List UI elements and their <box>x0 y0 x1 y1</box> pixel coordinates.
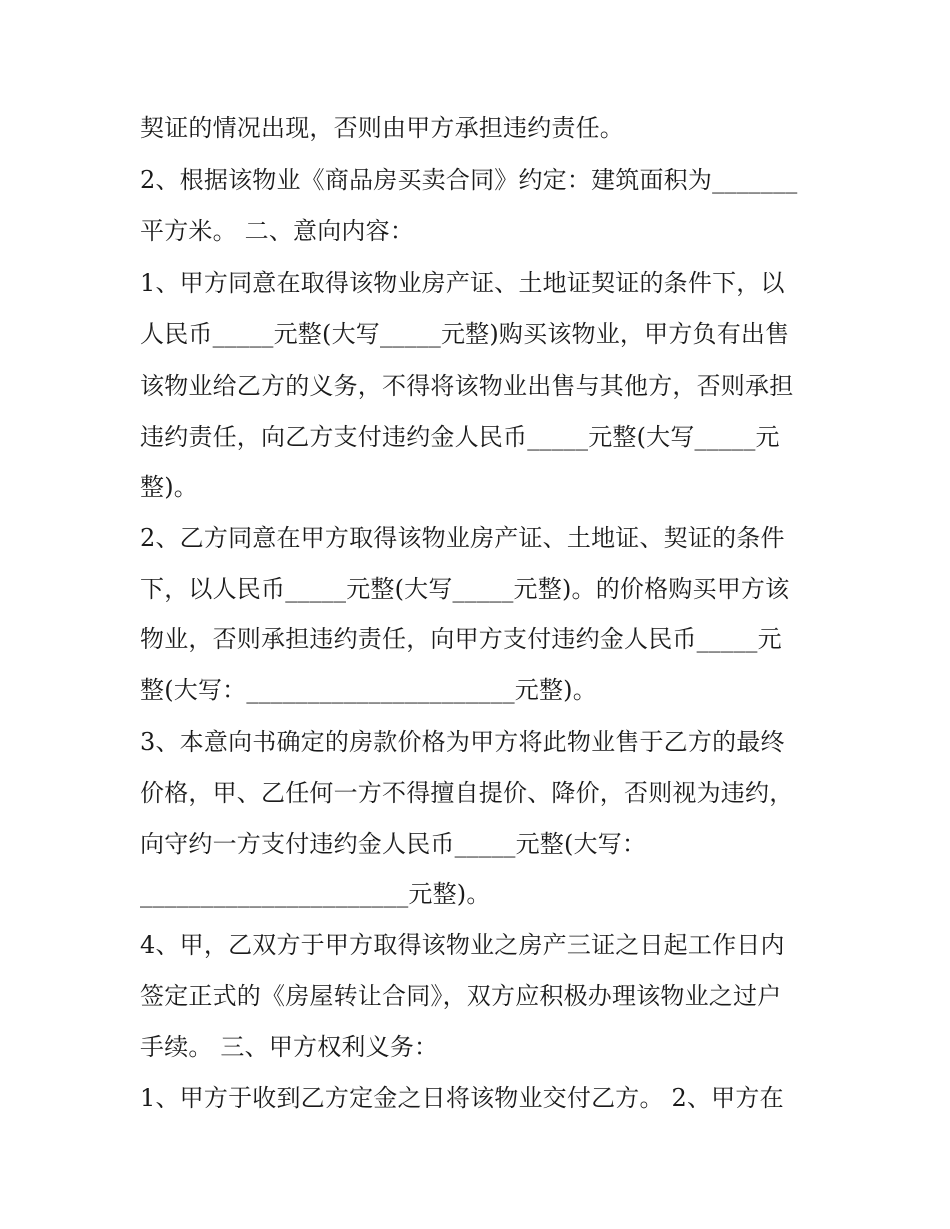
text-line: 平方米。 二、意向内容： <box>140 217 415 245</box>
text-line: 2、乙方同意在甲方取得该物业房产证、土地证、契证的条件 <box>140 524 785 552</box>
text-line: 2、根据该物业《商品房买卖合同》约定：建筑面积为_______ <box>140 166 798 194</box>
text-line: 违约责任，向乙方支付违约金人民币_____元整(大写_____元 <box>140 423 780 451</box>
text-line: 契证的情况出现，否则由甲方承担违约责任。 <box>140 114 624 142</box>
text-line: 整(大写：______________________元整)。 <box>140 676 597 704</box>
text-line: 1、甲方于收到乙方定金之日将该物业交付乙方。 2、甲方在 <box>140 1084 784 1112</box>
text-line: 向守约一方支付违约金人民币_____元整(大写： <box>140 830 647 858</box>
text-line: 该物业给乙方的义务，不得将该物业出售与其他方，否则承担 <box>140 372 794 400</box>
text-line: 手续。 三、甲方权利义务： <box>140 1033 439 1061</box>
text-line: 签定正式的《房屋转让合同》，双方应积极办理该物业之过户 <box>140 982 782 1010</box>
text-line: 4、甲，乙双方于甲方取得该物业之房产三证之日起工作日内 <box>140 931 785 959</box>
text-line: 整)。 <box>140 473 198 501</box>
text-line: ______________________元整)。 <box>140 880 491 908</box>
text-line: 物业，否则承担违约责任，向甲方支付违约金人民币_____元 <box>140 625 782 653</box>
text-line: 3、本意向书确定的房款价格为甲方将此物业售于乙方的最终 <box>140 728 785 756</box>
text-line: 1、甲方同意在取得该物业房产证、土地证契证的条件下，以 <box>140 269 785 297</box>
text-line: 价格，甲、乙任何一方不得擅自提价、降价，否则视为违约， <box>140 779 794 807</box>
text-line: 人民币_____元整(大写_____元整)购买该物业，甲方负有出售 <box>140 320 790 348</box>
text-line: 下，以人民币_____元整(大写_____元整)。的价格购买甲方该 <box>140 575 790 603</box>
